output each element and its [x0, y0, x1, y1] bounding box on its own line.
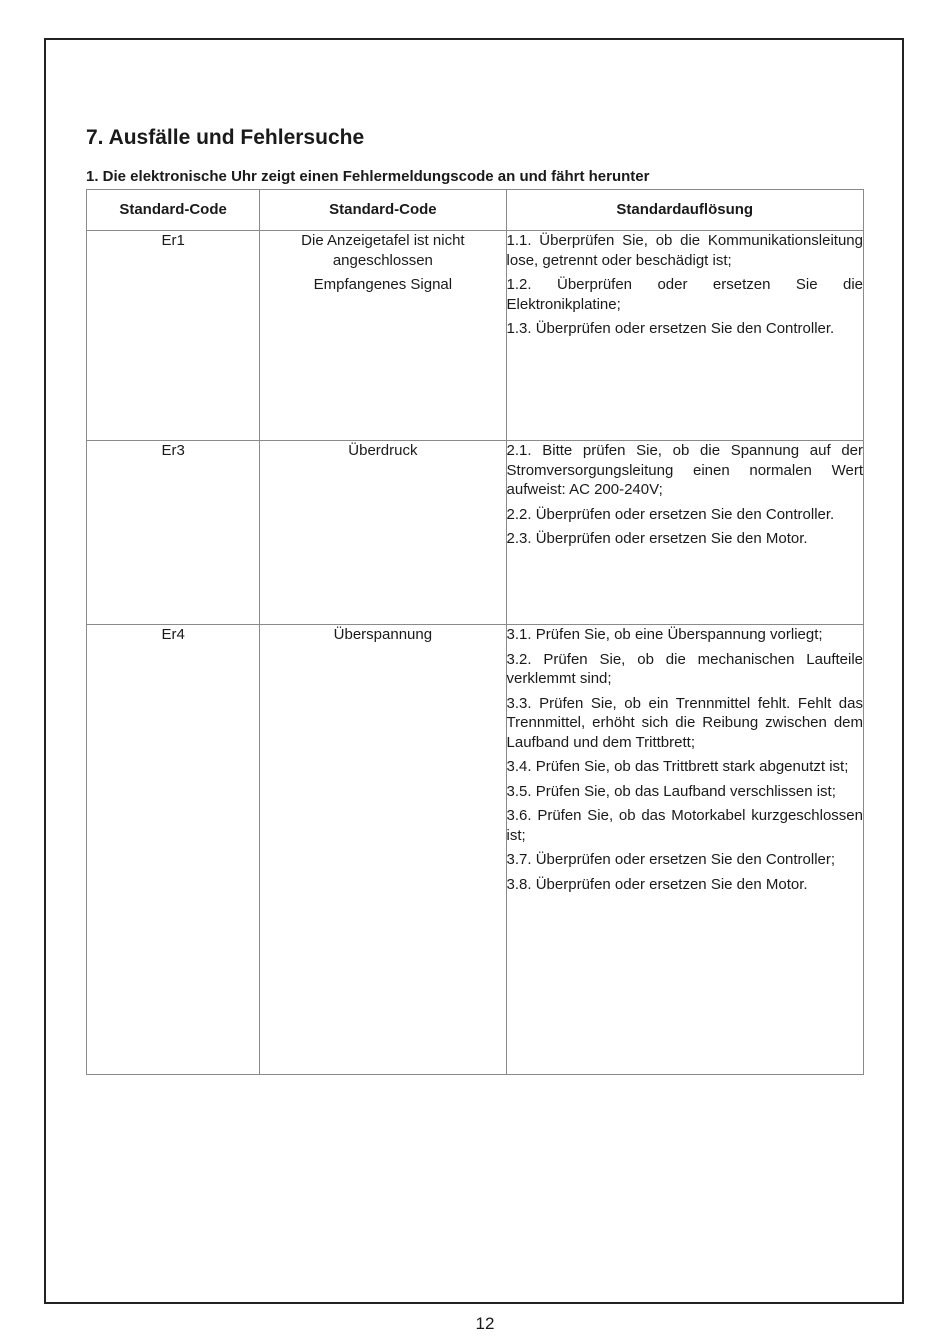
page-number: 12 — [475, 1314, 495, 1333]
error-code-cell: Er1 — [87, 231, 260, 441]
resolution-step: 1.1. Überprüfen Sie, ob die Kommunikationsleitung lose, getrennt oder beschädigt ist; — [506, 232, 863, 269]
error-description-line: Überspannung — [333, 626, 433, 643]
resolution-cell — [506, 441, 863, 625]
resolution-step: 3.2. Prüfen Sie, ob die mechanischen Laufteile verklemmt sind; — [506, 650, 863, 687]
resolution-step: 1.3. Überprüfen oder ersetzen Sie den Controller. — [506, 320, 835, 337]
resolution-step: 3.8. Überprüfen oder ersetzen Sie den Motor. — [506, 875, 808, 893]
resolution-cell — [506, 231, 863, 441]
error-description-cell — [260, 625, 506, 1075]
resolution-step: 1.2. Überprüfen oder ersetzen Sie die Elektronikplatine; — [506, 276, 863, 313]
resolution-step: 3.3. Prüfen Sie, ob ein Trennmittel fehlt. Fehlt das Trennmittel, erhöht sich die Reibung zwischen dem Laufband und dem Trittbrett; — [506, 694, 863, 751]
error-code-cell: Er3 — [87, 441, 260, 625]
error-description-line: Die Anzeigetafel ist nicht angeschlossen — [301, 232, 465, 269]
resolution-step: 3.1. Prüfen Sie, ob eine Überspannung vorliegt; — [506, 626, 823, 643]
column-header-code: Standard-Code — [87, 190, 260, 231]
table-row — [87, 231, 864, 441]
resolution-step: 3.4. Prüfen Sie, ob das Trittbrett stark abgenutzt ist; — [506, 758, 849, 775]
resolution-step: 3.6. Prüfen Sie, ob das Motorkabel kurzgeschlossen ist; — [506, 807, 863, 844]
error-description-cell — [260, 231, 506, 441]
resolution-step: 2.3. Überprüfen oder ersetzen Sie den Motor. — [506, 530, 808, 547]
resolution-step: 2.2. Überprüfen oder ersetzen Sie den Controller. — [506, 505, 835, 523]
error-description-cell — [260, 441, 506, 625]
error-code-cell: Er4 — [87, 625, 260, 1075]
section-title: 7. Ausfälle und Fehlersuche — [86, 126, 365, 149]
table-row — [87, 625, 864, 1075]
table-row — [87, 441, 864, 625]
error-code-table — [86, 189, 864, 1075]
resolution-cell — [506, 625, 863, 1075]
resolution-step: 3.7. Überprüfen oder ersetzen Sie den Controller; — [506, 851, 836, 868]
resolution-step: 3.5. Prüfen Sie, ob das Laufband verschlissen ist; — [506, 782, 836, 800]
subsection-title: 1. Die elektronische Uhr zeigt einen Fehlermeldungscode an und fährt herunter — [86, 168, 650, 185]
error-description-line: Empfangenes Signal — [313, 276, 453, 293]
column-header-resolution: Standardauflösung — [506, 190, 863, 231]
column-header-description: Standard-Code — [260, 190, 506, 231]
resolution-step: 2.1. Bitte prüfen Sie, ob die Spannung auf der Stromversorgungsleitung einen normalen Wert aufweist: AC 200-240V; — [506, 442, 863, 498]
table-header-row — [87, 190, 864, 231]
error-description-line: Überdruck — [348, 442, 418, 459]
